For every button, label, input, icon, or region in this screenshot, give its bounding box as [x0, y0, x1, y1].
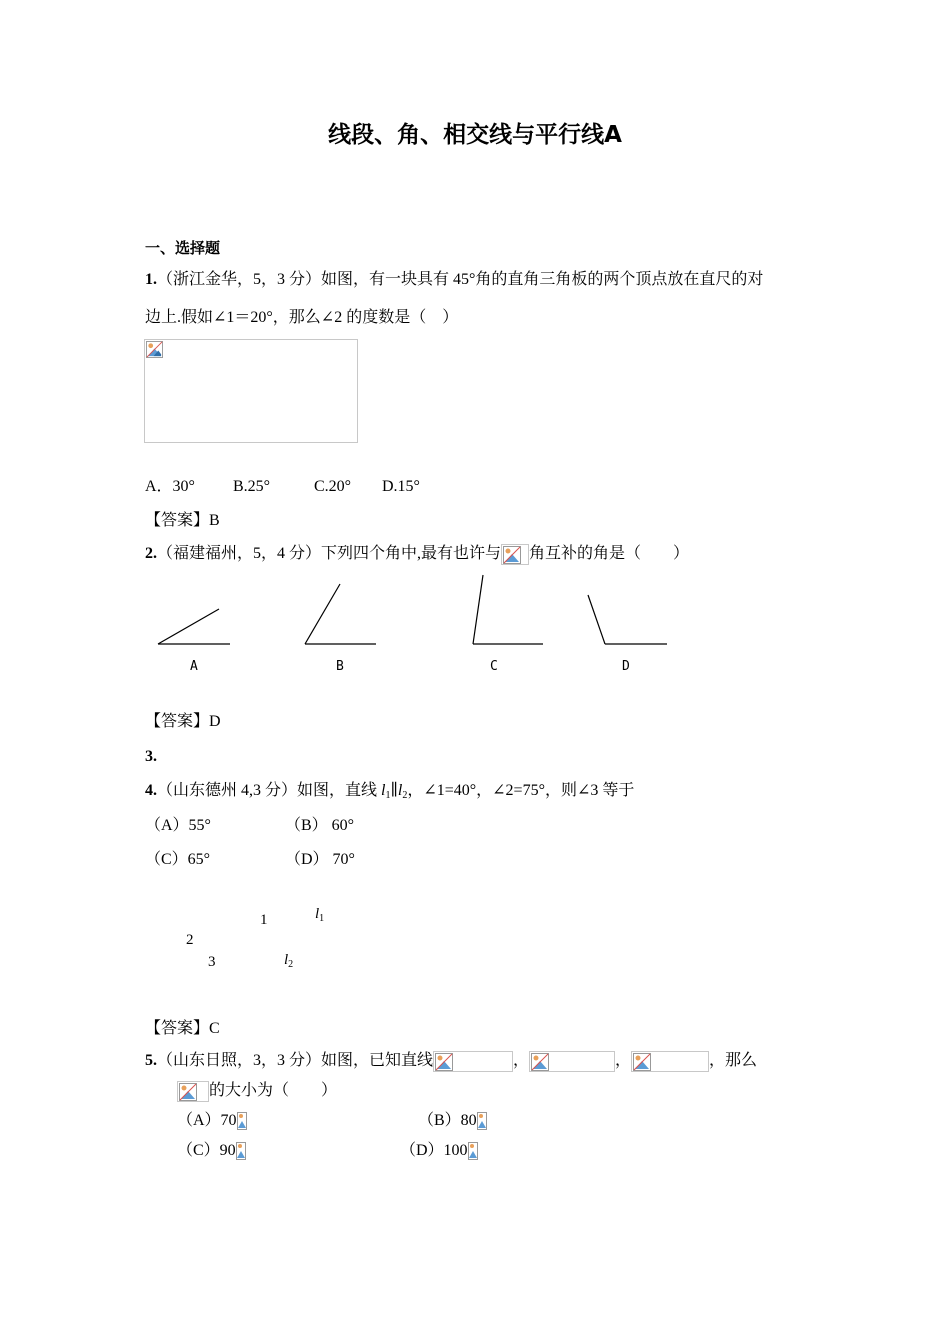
fig-label-a: A: [190, 659, 198, 674]
question-number: 5.: [145, 1052, 157, 1069]
fig-label-d: D: [622, 659, 630, 674]
broken-image-icon: [236, 1142, 246, 1160]
question-text: 的大小为（ ）: [209, 1082, 338, 1099]
option-b: （B）80: [418, 1111, 487, 1131]
line-l1-label: $l_1$: [315, 906, 325, 924]
option-b: （B） 60°: [285, 817, 355, 834]
question-1-line-1: [145, 270, 763, 290]
question-text-end: 角互补的角是（ ）: [529, 545, 690, 563]
question-text: （浙江金华，5，3 分）如图，有一块具有 45°角的直角三角板的两个顶点放在直尺的对: [157, 271, 764, 288]
broken-image-icon: [468, 1142, 478, 1160]
fig-label-b: B: [336, 659, 344, 674]
broken-image-icon: [179, 1083, 197, 1101]
question-3-number: 3.: [145, 748, 157, 765]
answer-1: 【答案】B: [145, 512, 220, 529]
inline-image-placeholder: [529, 1051, 615, 1072]
inline-image-placeholder: [631, 1051, 709, 1072]
question-text: （山东德州 4,3 分）如图，直线: [157, 782, 382, 799]
line-l1: l: [381, 782, 386, 799]
option-a: （A）70: [177, 1111, 247, 1131]
question-number: 4.: [145, 782, 157, 799]
question-text-end: ，那么: [709, 1052, 758, 1069]
option-a: A．30°: [145, 478, 195, 495]
angle-a: [158, 609, 230, 644]
question-number: 2.: [145, 545, 157, 563]
question-text: （山东日照，3，3 分）如图，已知直线: [157, 1052, 434, 1069]
question-2-line-1: [145, 544, 689, 565]
angle-3-label: 3: [208, 954, 216, 970]
inline-image-placeholder: [433, 1051, 513, 1072]
option-d: （D）100: [400, 1141, 478, 1161]
option-b: B.25°: [233, 478, 271, 495]
answer-4: 【答案】C: [145, 1020, 220, 1037]
line-l2-subscript: 2: [402, 790, 408, 801]
question-5-line-1: [145, 1050, 757, 1072]
line-l2-label: $l_2$: [284, 952, 294, 970]
comma: ，: [513, 1052, 530, 1069]
broken-image-icon: [503, 546, 521, 564]
comma: ，: [615, 1052, 632, 1069]
broken-image-icon: [237, 1112, 247, 1130]
question-5-line-2: [177, 1080, 337, 1102]
line-l1-subscript: 1: [385, 790, 391, 801]
inline-image-placeholder: [501, 544, 529, 565]
line-l2: l: [397, 782, 403, 799]
angle-b: [305, 584, 376, 644]
option-c: C.20°: [314, 478, 352, 495]
angle-d: [588, 595, 667, 644]
option-d: （D） 70°: [285, 851, 355, 868]
broken-image-icon: [477, 1112, 487, 1130]
parallel-symbol: ∥: [390, 782, 398, 799]
fig-label-c: C: [490, 659, 498, 674]
option-a: （A）55°: [145, 817, 211, 834]
answer-2: 【答案】D: [145, 713, 221, 730]
angle-1-label: 1: [260, 912, 268, 928]
option-c: （C）65°: [145, 851, 211, 868]
section-heading: 一、选择题: [145, 239, 221, 257]
document-title: 线段、角、相交线与平行线A: [328, 122, 622, 148]
angle-2-label: 2: [186, 932, 194, 948]
question-4-line-1: [145, 781, 634, 806]
question-1-line-2: 边上.假如∠1＝20°，那么∠2 的度数是（ ）: [145, 309, 459, 326]
question-2-angle-figure: [150, 572, 680, 682]
option-d: D.15°: [382, 478, 420, 495]
broken-image-icon: [633, 1053, 651, 1071]
broken-image-icon: [531, 1053, 549, 1071]
question-text-end: ，∠1=40°，∠2=75°，则∠3 等于: [407, 782, 635, 799]
broken-image-icon: [435, 1053, 453, 1071]
question-1-figure-placeholder: [144, 339, 358, 443]
question-number: 1.: [145, 271, 157, 288]
option-c: （C）90: [177, 1141, 246, 1161]
inline-image-placeholder: [177, 1081, 209, 1102]
question-text: （福建福州，5，4 分）下列四个角中,最有也许与: [157, 545, 502, 563]
angle-c: [473, 575, 543, 644]
broken-image-icon: [146, 341, 163, 358]
